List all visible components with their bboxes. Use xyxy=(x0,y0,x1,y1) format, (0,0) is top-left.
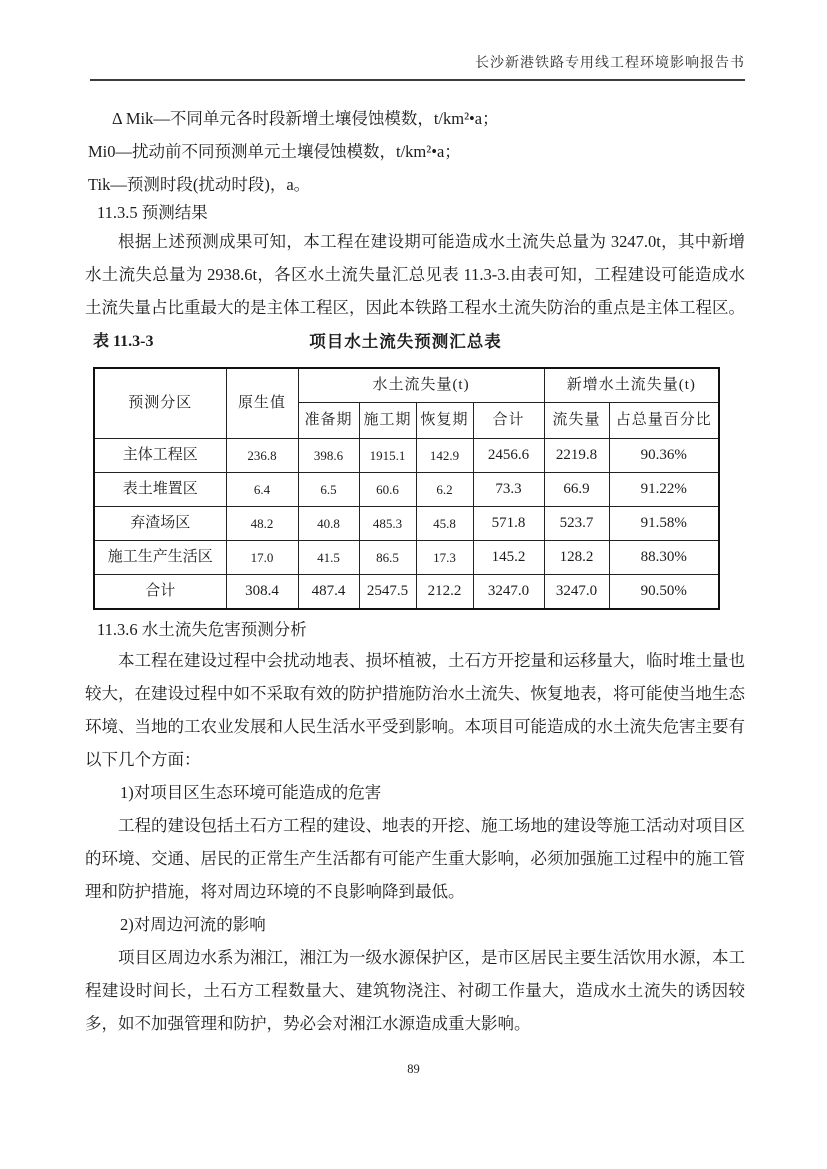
table-caption-title: 项目水土流失预测汇总表 xyxy=(309,333,502,351)
table-cell: 212.2 xyxy=(416,575,473,610)
page-header xyxy=(90,52,745,81)
table-row-spoil-ground-area xyxy=(94,507,719,541)
subsection-2-heading: 2)对周边河流的影响 xyxy=(120,915,266,934)
header-title: 长沙新港铁路专用线工程环境影响报告书 xyxy=(475,56,745,71)
section-heading-11-3-5: 11.3.5 预测结果 xyxy=(97,203,208,222)
table-cell: 487.4 xyxy=(298,575,359,610)
table-cell: 弃渣场区 xyxy=(94,507,226,541)
table-cell: 90.36% xyxy=(609,439,719,473)
table-cell: 91.22% xyxy=(609,473,719,507)
table-cell: 6.5 xyxy=(298,473,359,507)
table-cell: 41.5 xyxy=(298,541,359,575)
table-header-group-loss: 水土流失量(t) xyxy=(298,368,544,403)
table-cell: 145.2 xyxy=(473,541,544,575)
table-header-original-value: 原生值 xyxy=(226,368,298,439)
definition-line: Tik—预测时段(扰动时段)，a。 xyxy=(88,175,311,194)
section-heading-11-3-6: 11.3.6 水土流失危害预测分析 xyxy=(97,620,307,639)
table-cell: 1915.1 xyxy=(359,439,416,473)
table-cell: 6.2 xyxy=(416,473,473,507)
table-cell: 398.6 xyxy=(298,439,359,473)
table-cell: 17.3 xyxy=(416,541,473,575)
table-cell: 66.9 xyxy=(544,473,609,507)
table-cell: 73.3 xyxy=(473,473,544,507)
definition-line: Δ Mik—不同单元各时段新增土壤侵蚀模数，t/km²•a； xyxy=(112,109,499,128)
table-caption xyxy=(93,331,718,353)
subsection-2-paragraph: 项目区周边水系为湘江，湘江为一级水源保护区，是市区居民主要生活饮用水源，本工程建设时间长，土石方工程数量大、建筑物浇注、衬砌工作量大，造成水土流失的诱因较多，如不加强管理和防护，势必会对湘江水源造成重大影响。 xyxy=(85,948,745,1033)
table-header-prepare-period: 准备期 xyxy=(298,403,359,439)
table-row-construction-living-area xyxy=(94,541,719,575)
definition-line: Mi0—扰动前不同预测单元土壤侵蚀模数，t/km²•a； xyxy=(88,142,461,161)
table-cell: 主体工程区 xyxy=(94,439,226,473)
table-cell: 2219.8 xyxy=(544,439,609,473)
table-cell: 6.4 xyxy=(226,473,298,507)
table-cell: 17.0 xyxy=(226,541,298,575)
table-cell: 3247.0 xyxy=(473,575,544,610)
table-cell: 2456.6 xyxy=(473,439,544,473)
table-cell: 40.8 xyxy=(298,507,359,541)
subsection-1-heading: 1)对项目区生态环境可能造成的危害 xyxy=(120,783,382,802)
table-cell: 3247.0 xyxy=(544,575,609,610)
table-cell: 施工生产生活区 xyxy=(94,541,226,575)
table-row-main-project-area xyxy=(94,439,719,473)
table-cell: 86.5 xyxy=(359,541,416,575)
table-cell: 合计 xyxy=(94,575,226,610)
table-cell: 45.8 xyxy=(416,507,473,541)
page-content xyxy=(85,102,745,1040)
table-header-subtotal: 合计 xyxy=(473,403,544,439)
table-row-total xyxy=(94,575,719,610)
table-cell: 571.8 xyxy=(473,507,544,541)
table-cell: 88.30% xyxy=(609,541,719,575)
table-cell: 128.2 xyxy=(544,541,609,575)
table-cell: 485.3 xyxy=(359,507,416,541)
table-header-loss-amount: 流失量 xyxy=(544,403,609,439)
subsection-1-paragraph: 工程的建设包括土石方工程的建设、地表的开挖、施工场地的建设等施工活动对项目区的环境、交通、居民的正常生产生活都有可能产生重大影响，必须加强施工过程中的施工管理和防护措施，将对周边环境的不良影响降到最低。 xyxy=(85,816,745,901)
table-cell: 142.9 xyxy=(416,439,473,473)
table-cell: 表土堆置区 xyxy=(94,473,226,507)
table-header-percent-of-total: 占总量百分比 xyxy=(609,403,719,439)
table-caption-label: 表 11.3-3 xyxy=(93,333,154,350)
table-header-row-groups xyxy=(94,368,719,403)
table-header-construction-period: 施工期 xyxy=(359,403,416,439)
table-cell: 91.58% xyxy=(609,507,719,541)
table-cell: 308.4 xyxy=(226,575,298,610)
table-cell: 2547.5 xyxy=(359,575,416,610)
table-cell: 48.2 xyxy=(226,507,298,541)
table-header-group-new-loss: 新增水土流失量(t) xyxy=(544,368,719,403)
table-row-topsoil-stacking-area xyxy=(94,473,719,507)
table-header-recovery-period: 恢复期 xyxy=(416,403,473,439)
table-cell: 523.7 xyxy=(544,507,609,541)
soil-loss-prediction-table xyxy=(93,367,720,610)
table-header-region: 预测分区 xyxy=(94,368,226,439)
table-cell: 90.50% xyxy=(609,575,719,610)
section-11-3-6-paragraph: 本工程在建设过程中会扰动地表、损坏植被，土石方开挖量和运移量大，临时堆土量也较大，在建设过程中如不采取有效的防护措施防治水土流失、恢复地表，将可能使当地生态环境、当地的工农业发展和人民生活水平受到影响。本项目可能造成的水土流失危害主要有以下几个方面： xyxy=(85,651,745,769)
table-cell: 60.6 xyxy=(359,473,416,507)
formula-definitions xyxy=(85,102,745,201)
page-number: 89 xyxy=(407,1062,420,1076)
table-cell: 236.8 xyxy=(226,439,298,473)
section-11-3-5-paragraph: 根据上述预测成果可知，本工程在建设期可能造成水土流失总量为 3247.0t，其中新增水土流失总量为 2938.6t，各区水土流失量汇总见表 11.3-3.由表可知，工程建设可能造成水土流失量占比重最大的是主体工程区，因此本铁路工程水土流失防治的重点是主体工程区。 xyxy=(85,232,745,317)
